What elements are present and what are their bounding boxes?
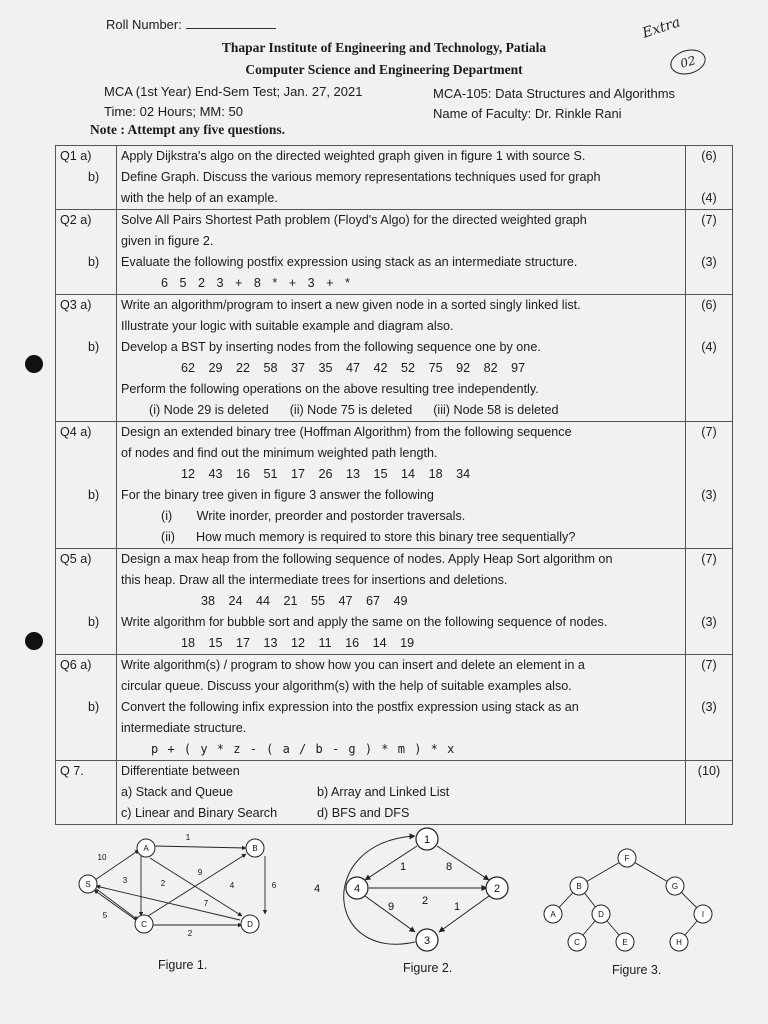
q1a-label: Q1 a) xyxy=(60,149,92,163)
institute-name: Thapar Institute of Engineering and Technology, Patiala xyxy=(221,40,547,55)
q2b-label: b) xyxy=(88,255,100,269)
q6b-text-cont: intermediate structure. xyxy=(121,721,247,735)
node-label: C xyxy=(141,920,147,929)
q5b-text: Write algorithm for bubble sort and apply the same on the following sequence of nodes. xyxy=(121,615,608,629)
node-label: 2 xyxy=(493,883,501,895)
q4a-marks: (7) xyxy=(701,425,717,439)
q2a-marks: (7) xyxy=(701,213,717,227)
edge-weight: 9 xyxy=(197,868,203,877)
q3a-text-cont: Illustrate your logic with suitable example and diagram also. xyxy=(121,319,454,333)
q1b-marks: (4) xyxy=(701,191,717,205)
handwritten-extra: Extra xyxy=(640,14,683,42)
roll-number-field xyxy=(106,16,276,32)
q3b-text-cont: Perform the following operations on the above resulting tree independently. xyxy=(121,382,539,396)
instructions-note: Note : Attempt any five questions. xyxy=(90,122,285,137)
node-label: H xyxy=(676,938,682,947)
question-row-6 xyxy=(56,655,733,761)
q4b-label: b) xyxy=(88,488,100,502)
node-label: 1 xyxy=(423,834,431,846)
edge-d-s xyxy=(96,886,240,920)
node-label: S xyxy=(85,880,91,889)
q1b-text-cont: with the help of an example. xyxy=(121,191,278,205)
q1a-marks: (6) xyxy=(701,149,717,163)
node-label: I xyxy=(701,910,705,919)
node-label: B xyxy=(252,844,258,853)
node-label: A xyxy=(550,910,556,919)
roll-number-blank xyxy=(186,16,276,29)
q4a-text: Design an extended binary tree (Hoffman Algorithm) from the following sequence xyxy=(121,425,572,439)
q3b-label: b) xyxy=(88,340,100,354)
q3b-marks: (4) xyxy=(701,340,717,354)
node-label: B xyxy=(576,882,582,891)
question-row-4 xyxy=(56,422,733,549)
q6b-infix-expression: p + ( y * z - ( a / b - g ) * m ) * x xyxy=(151,742,455,756)
q7-option-b: b) Array and Linked List xyxy=(317,785,450,799)
node-label: 3 xyxy=(423,935,431,947)
q6a-marks: (7) xyxy=(701,658,717,672)
node-label: F xyxy=(624,854,630,863)
q5a-text: Design a max heap from the following sequence of nodes. Apply Heap Sort algorithm on xyxy=(121,552,613,566)
q2b-postfix-expression: 6 5 2 3 + 8 * + 3 + * xyxy=(161,276,350,290)
q4a-sequence: 12 43 16 51 17 26 13 15 14 18 34 xyxy=(181,467,471,481)
q4b-text: For the binary tree given in figure 3 answer the following xyxy=(121,488,434,502)
q7-option-a: a) Stack and Queue xyxy=(121,785,234,799)
time-line: Time: 02 Hours; MM: 50 xyxy=(104,104,243,119)
q3a-label: Q3 a) xyxy=(60,298,92,312)
questions-table xyxy=(55,145,733,825)
faculty-line: Name of Faculty: Dr. Rinkle Rani xyxy=(433,106,622,121)
edge-weight: 3 xyxy=(122,876,128,885)
edge-weight: 1 xyxy=(399,861,407,873)
node-label: E xyxy=(622,938,628,947)
figure-2-graph xyxy=(305,822,525,957)
edge-weight: 9 xyxy=(387,901,395,913)
q7-marks: (10) xyxy=(697,764,721,778)
edge-weight: 4 xyxy=(229,881,235,890)
subject-line: MCA-105: Data Structures and Algorithms xyxy=(433,86,676,101)
node-label: D xyxy=(247,920,253,929)
edge-2-3 xyxy=(439,896,489,932)
figure-1-graph xyxy=(70,828,290,948)
q4b-part-i: (i) Write inorder, preorder and postorder traversals. xyxy=(161,509,466,523)
q1b-text: Define Graph. Discuss the various memory representations techniques used for graph xyxy=(121,170,601,184)
q6a-label: Q6 a) xyxy=(60,658,92,672)
course-line: MCA (1st Year) End-Sem Test; Jan. 27, 2021 xyxy=(104,84,363,99)
punch-hole-mark xyxy=(25,355,43,373)
figure-1-caption: Figure 1. xyxy=(158,958,208,972)
q2a-text: Solve All Pairs Shortest Path problem (Floyd's Algo) for the directed weighted graph xyxy=(121,213,587,227)
q3b-text: Develop a BST by inserting nodes from the following sequence one by one. xyxy=(121,340,541,354)
q5a-marks: (7) xyxy=(701,552,717,566)
q2a-label: Q2 a) xyxy=(60,213,92,227)
node-label: 4 xyxy=(353,883,361,895)
edge-weight: 5 xyxy=(102,911,108,920)
question-row-7 xyxy=(56,761,733,825)
q3a-marks: (6) xyxy=(701,298,717,312)
node-label: A xyxy=(143,844,149,853)
q1a-text: Apply Dijkstra's algo on the directed weighted graph given in figure 1 with source S. xyxy=(121,149,586,163)
q7-text: Differentiate between xyxy=(121,764,240,778)
edge-weight: 8 xyxy=(445,861,453,873)
handwritten-number: 02 xyxy=(668,46,709,78)
q4b-marks: (3) xyxy=(701,488,717,502)
edge-a-b xyxy=(154,846,246,848)
question-row-5 xyxy=(56,549,733,655)
edge-weight: 1 xyxy=(453,901,461,913)
edge-c-s xyxy=(94,890,136,920)
q4a-text-cont: of nodes and find out the minimum weighted path length. xyxy=(121,446,438,460)
edge-weight: 10 xyxy=(97,853,107,862)
q2a-text-cont: given in figure 2. xyxy=(121,234,214,248)
node-label: D xyxy=(598,910,604,919)
edge-1-2 xyxy=(437,846,489,880)
q6a-text: Write algorithm(s) / program to show how you can insert and delete an element in a xyxy=(121,658,585,672)
q5b-marks: (3) xyxy=(701,615,717,629)
q5a-text-cont: this heap. Draw all the intermediate trees for insertions and deletions. xyxy=(121,573,508,587)
punch-hole-mark xyxy=(25,632,43,650)
figure-2-caption: Figure 2. xyxy=(403,961,453,975)
q5a-sequence: 38 24 44 21 55 47 67 49 xyxy=(201,594,408,608)
q7-option-d: d) BFS and DFS xyxy=(317,806,410,820)
edge-weight: 6 xyxy=(271,881,277,890)
q3b-sequence: 62 29 22 58 37 35 47 42 52 75 92 82 97 xyxy=(181,361,526,375)
q5b-sequence: 18 15 17 13 12 11 16 14 19 xyxy=(181,636,415,650)
q6a-text-cont: circular queue. Discuss your algorithm(s) with the help of suitable examples also. xyxy=(121,679,572,693)
q6b-text: Convert the following infix expression into the postfix expression using stack as an xyxy=(121,700,579,714)
question-row-1 xyxy=(56,146,733,210)
edge-1-4 xyxy=(365,846,417,880)
edge-weight: 2 xyxy=(160,879,166,888)
edge-weight: 2 xyxy=(187,929,193,938)
edge-s-c xyxy=(95,888,138,920)
edge-weight: 7 xyxy=(203,899,209,908)
q3a-text: Write an algorithm/program to insert a new given node in a sorted singly linked list. xyxy=(121,298,581,312)
department-name: Computer Science and Engineering Department xyxy=(245,62,523,77)
q2b-text: Evaluate the following postfix expression using stack as an intermediate structure. xyxy=(121,255,578,269)
edge-weight: 2 xyxy=(421,895,429,907)
q7-label: Q 7. xyxy=(60,764,84,778)
q1b-label: b) xyxy=(88,170,100,184)
q6b-label: b) xyxy=(88,700,100,714)
q4b-part-ii: (ii) How much memory is required to store this binary tree sequentially? xyxy=(161,530,576,544)
q5b-label: b) xyxy=(88,615,100,629)
q2b-marks: (3) xyxy=(701,255,717,269)
node-label: C xyxy=(574,938,580,947)
edge-weight: 4 xyxy=(313,883,321,895)
question-row-2 xyxy=(56,210,733,295)
roll-number-label: Roll Number: xyxy=(106,17,182,32)
q4a-label: Q4 a) xyxy=(60,425,92,439)
figure-3-tree xyxy=(533,842,723,962)
q3b-operations: (i) Node 29 is deleted (ii) Node 75 is deleted (iii) Node 58 is deleted xyxy=(149,403,559,417)
node-label: G xyxy=(671,882,679,891)
edge-weight: 1 xyxy=(185,833,191,842)
figure-3-caption: Figure 3. xyxy=(612,963,662,977)
question-row-3 xyxy=(56,295,733,422)
q6b-marks: (3) xyxy=(701,700,717,714)
q5a-label: Q5 a) xyxy=(60,552,92,566)
q7-option-c: c) Linear and Binary Search xyxy=(121,806,278,820)
